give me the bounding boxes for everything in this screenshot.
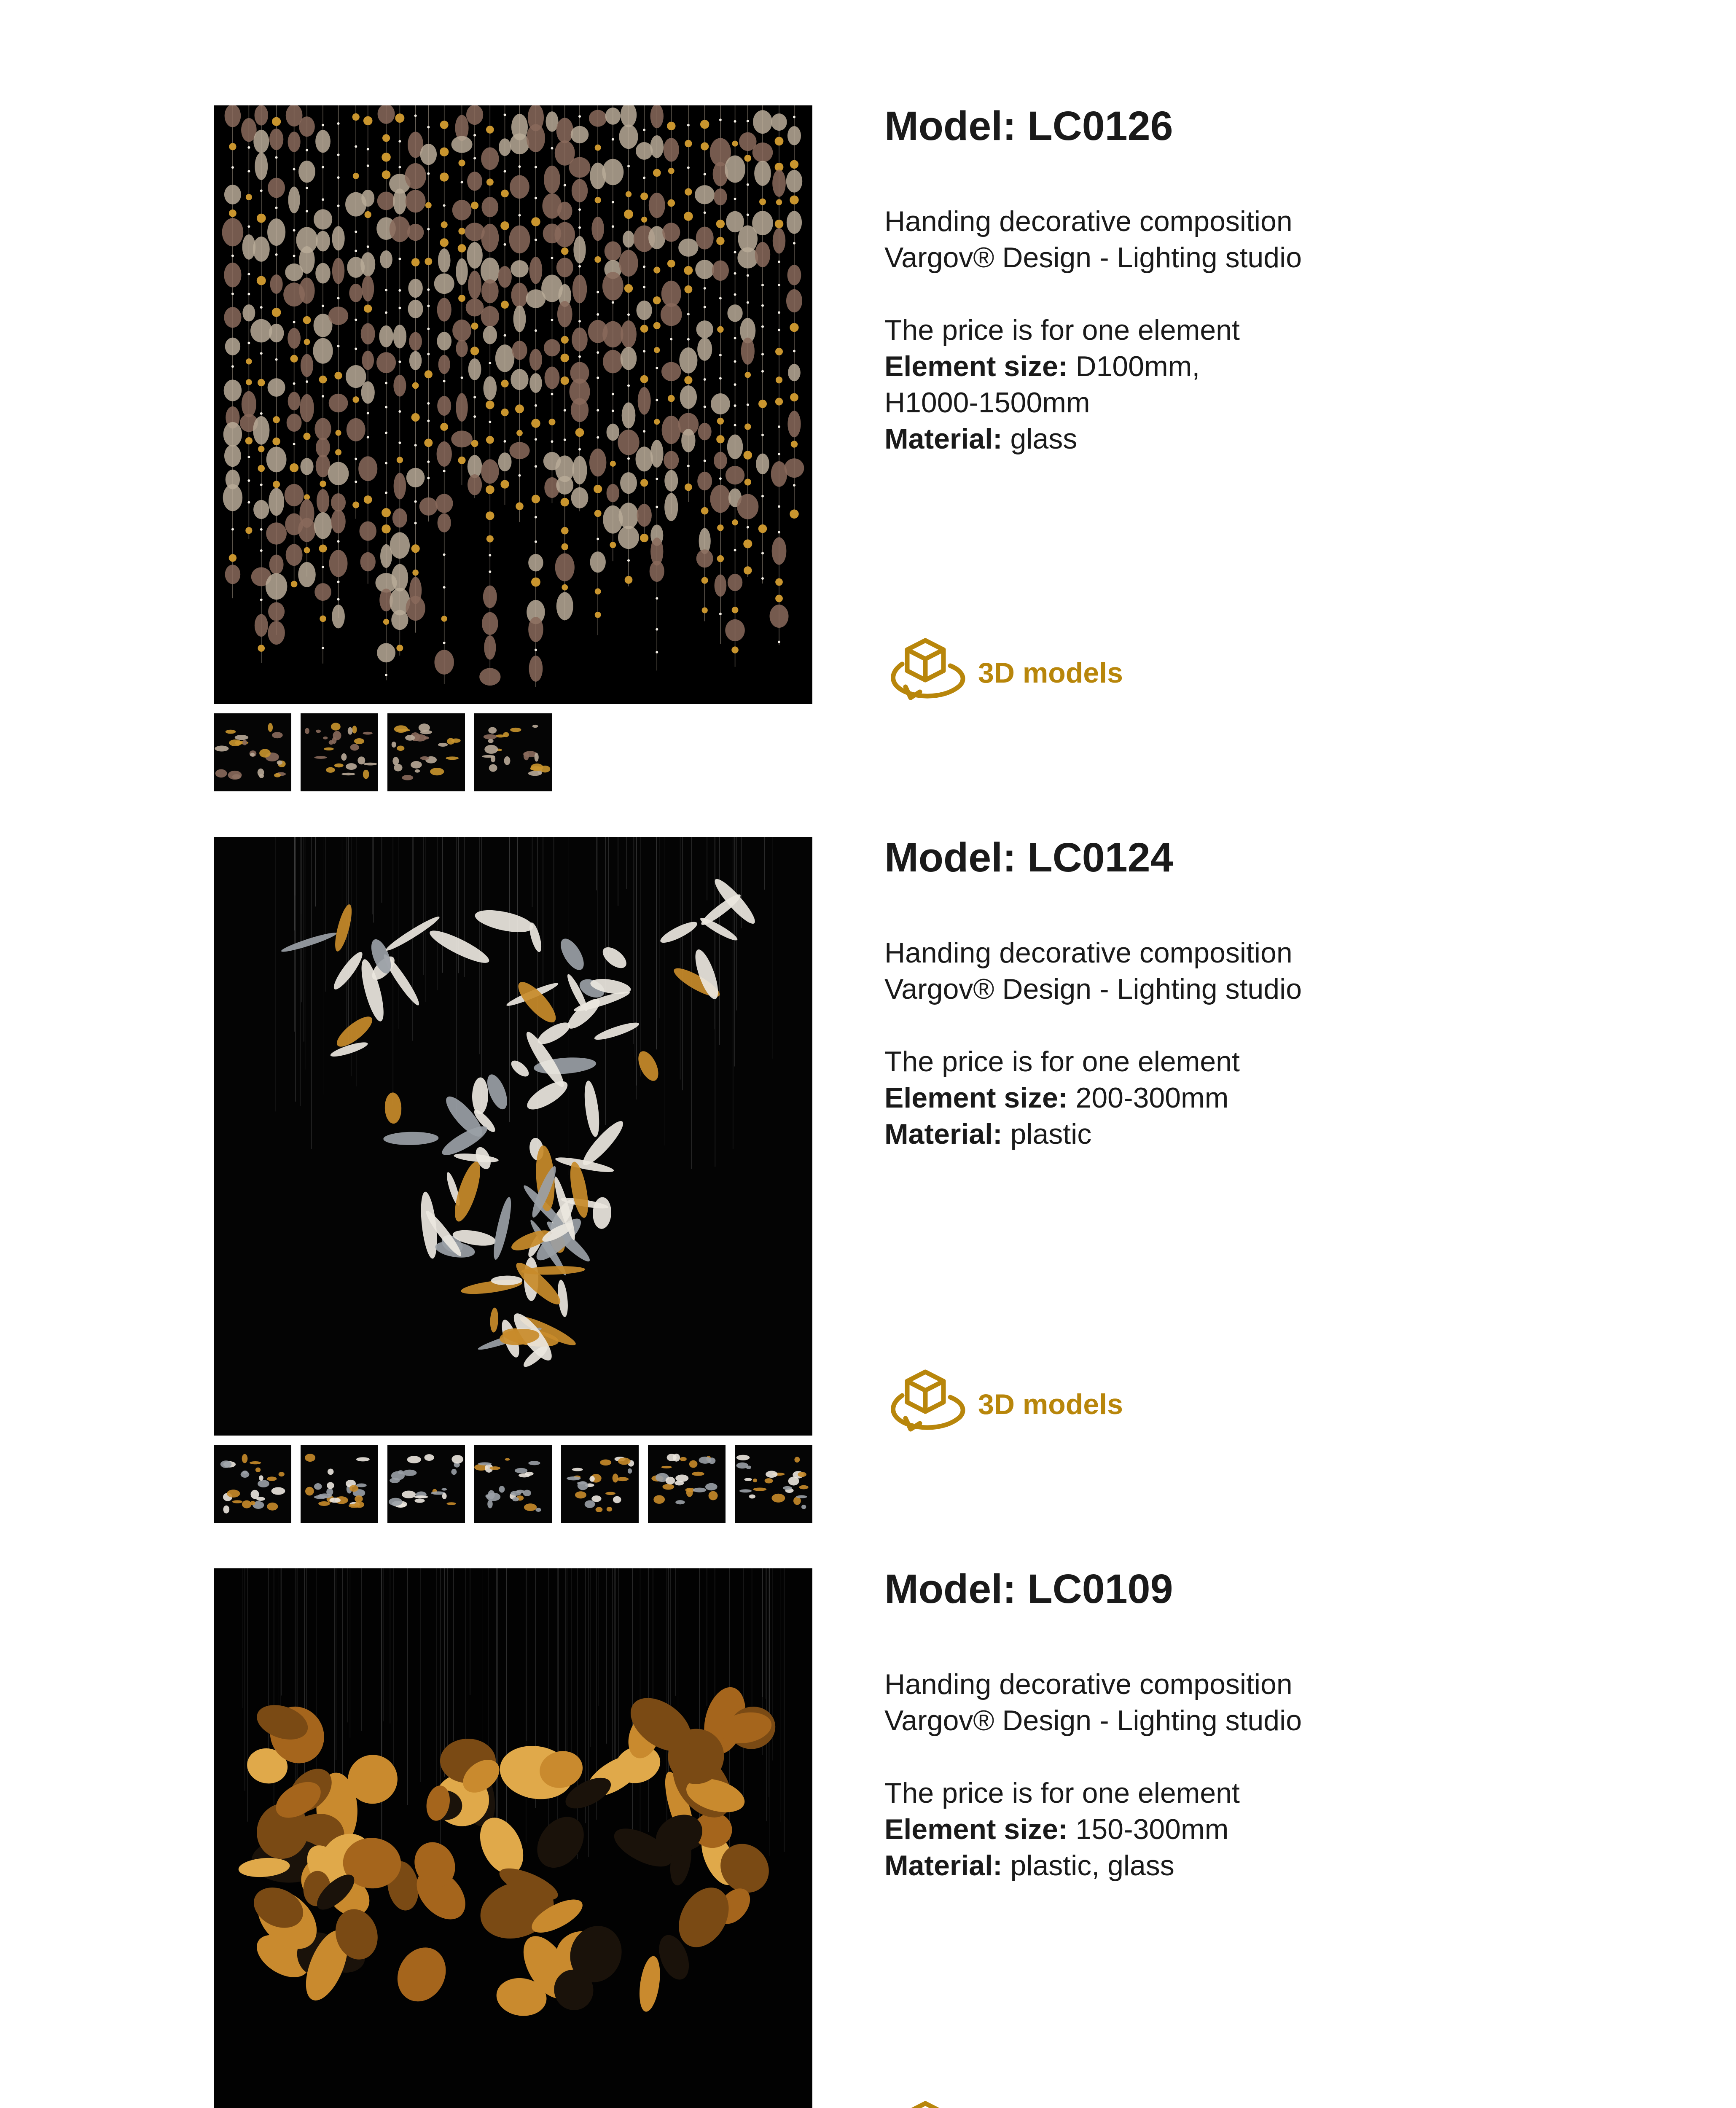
element-size-label: Element size:: [884, 1813, 1068, 1845]
thumbnail[interactable]: [301, 713, 378, 791]
product-description: [884, 935, 1302, 1152]
element-size: [884, 1811, 1302, 1847]
description-line: Handing decorative composition: [884, 1668, 1293, 1700]
3d-cube-rotate-icon: [884, 1366, 967, 1438]
product-main-image[interactable]: [214, 1568, 812, 2108]
thumbnail-image: [735, 1445, 812, 1523]
product-description: [884, 203, 1302, 457]
thumbnail-image: [561, 1445, 639, 1523]
ribbon-chandelier-render: [214, 837, 812, 1436]
material: [884, 1116, 1302, 1152]
element-size-value: 200-300mm: [1067, 1082, 1229, 1114]
element-size-value-2: H1000-1500mm: [884, 387, 1090, 419]
price-note: The price is for one element: [884, 314, 1240, 346]
3d-models-button[interactable]: [884, 2097, 1146, 2108]
thumbnail-strip: [214, 713, 812, 791]
description-line: Handing decorative composition: [884, 937, 1293, 969]
element-size-value: 150-300mm: [1067, 1813, 1229, 1845]
thumbnail[interactable]: [387, 713, 465, 791]
gold-pebble-chandelier-render: [214, 1568, 812, 2108]
studio-line: Vargov® Design - Lighting studio: [884, 973, 1302, 1005]
thumbnail-image: [387, 1445, 465, 1523]
thumbnail-image: [214, 713, 291, 791]
thumbnail-image: [301, 713, 378, 791]
product-main-image[interactable]: [214, 837, 812, 1436]
thumbnail-image: [474, 1445, 552, 1523]
material: [884, 1847, 1302, 1884]
element-size-label: Element size:: [884, 1082, 1068, 1114]
material-value: plastic: [1002, 1118, 1092, 1150]
material-value: plastic, glass: [1002, 1850, 1174, 1882]
studio-line: Vargov® Design - Lighting studio: [884, 1705, 1302, 1737]
thumbnail[interactable]: [387, 1445, 465, 1523]
model-title: Model: LC0109: [884, 1566, 1173, 1612]
material-label: Material:: [884, 1118, 1002, 1150]
product-description: [884, 1666, 1302, 1884]
material: [884, 421, 1302, 457]
3d-models-button[interactable]: [884, 1366, 1146, 1438]
product-lc0126: [0, 105, 1736, 791]
thumbnail[interactable]: [214, 713, 291, 791]
3d-models-label: 3D models: [978, 657, 1123, 689]
3d-models-label: 3D models: [978, 1388, 1123, 1420]
thumbnail-strip: [214, 1445, 812, 1523]
thumbnail[interactable]: [648, 1445, 726, 1523]
element-size-label: Element size:: [884, 350, 1068, 382]
thumbnail[interactable]: [561, 1445, 639, 1523]
material-label: Material:: [884, 1850, 1002, 1882]
thumbnail[interactable]: [735, 1445, 812, 1523]
price-note: The price is for one element: [884, 1046, 1240, 1078]
material-value: glass: [1002, 423, 1078, 455]
thumbnail[interactable]: [214, 1445, 291, 1523]
element-size: [884, 348, 1302, 384]
thumbnail-image: [214, 1445, 291, 1523]
price-note: The price is for one element: [884, 1777, 1240, 1809]
element-size: [884, 1080, 1302, 1116]
3d-cube-rotate-icon: [884, 2097, 967, 2108]
studio-line: Vargov® Design - Lighting studio: [884, 242, 1302, 274]
3d-cube-rotate-icon: [884, 635, 967, 706]
thumbnail-image: [301, 1445, 378, 1523]
thumbnail-image: [387, 713, 465, 791]
description-line: Handing decorative composition: [884, 205, 1293, 237]
thumbnail[interactable]: [474, 1445, 552, 1523]
3d-models-button[interactable]: [884, 635, 1146, 706]
thumbnail-image: [648, 1445, 726, 1523]
thumbnail[interactable]: [474, 713, 552, 791]
glass-bead-chandelier-render: [214, 105, 812, 704]
model-title: Model: LC0126: [884, 103, 1173, 149]
product-main-image[interactable]: [214, 105, 812, 704]
product-lc0109: [0, 1568, 1736, 2108]
product-lc0124: [0, 834, 1736, 1523]
material-label: Material:: [884, 423, 1002, 455]
thumbnail[interactable]: [301, 1445, 378, 1523]
element-size-value: D100mm,: [1067, 350, 1200, 382]
model-title: Model: LC0124: [884, 834, 1173, 880]
thumbnail-image: [474, 713, 552, 791]
